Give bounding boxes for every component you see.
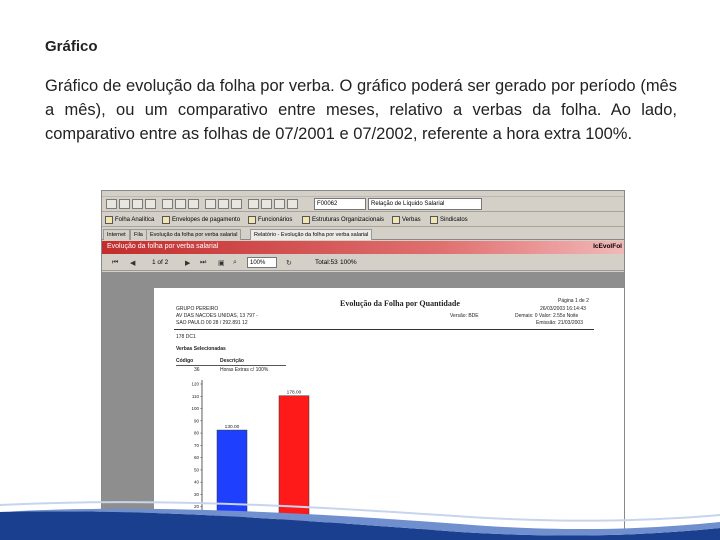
module-label: Envelopes de pagamento — [172, 217, 241, 223]
report-title: Evolução da Folha por Quantidade — [340, 299, 460, 308]
module-label: Estruturas Organizacionais — [312, 217, 385, 223]
envelope-icon — [162, 216, 170, 224]
page-label: Página 1 de 2 — [558, 298, 589, 304]
tab-fila[interactable]: Fila — [130, 229, 147, 240]
first-page-icon[interactable]: ⏮ — [112, 259, 119, 266]
grid-icon[interactable] — [248, 199, 259, 209]
zoom-select[interactable]: 100% — [247, 257, 277, 268]
module-verbas[interactable] — [392, 215, 421, 225]
module-estruturas[interactable] — [302, 215, 384, 225]
prev-page-icon[interactable]: ◀ — [130, 260, 136, 267]
search-icon[interactable]: ⌕ — [233, 259, 237, 266]
bar-data-label: 178.00 — [286, 390, 302, 396]
zoom-icon[interactable] — [274, 199, 285, 209]
slide-body: Gráfico de evolução da folha por verba. O gráfico poderá ser gerado por período (mês a mês), ou um comparativo entre meses, relativo a verbas da folha. Ao lado, comparativo entre as folhas de 07/2001 e 07/2002, referente a hora extra 100%. — [45, 77, 677, 143]
module-label: Folha Analítica — [115, 217, 155, 223]
report-navigation-bar — [102, 255, 624, 271]
tab-relatorio[interactable]: Relatório - Evolução da folha por verba salarial — [250, 229, 372, 240]
module-sindicatos[interactable] — [430, 215, 468, 225]
next-page-icon[interactable]: ▶ — [185, 260, 191, 267]
y-tick-label: 60 — [193, 455, 199, 461]
version-info: Versão: BDE — [450, 313, 479, 319]
report-window-titlebar[interactable] — [102, 241, 624, 254]
y-tick-label: 90 — [193, 418, 199, 424]
help-icon[interactable] — [231, 199, 242, 209]
refresh-report-icon[interactable]: ↻ — [286, 260, 292, 267]
module-label: Sindicatos — [440, 217, 468, 223]
column-code: Código — [176, 358, 194, 364]
verba-code: 36 — [194, 367, 200, 373]
slide-title: Gráfico — [45, 38, 98, 55]
y-tick-label: 100 — [191, 406, 199, 412]
filter-icon[interactable] — [218, 199, 229, 209]
y-tick-label: 20 — [193, 504, 199, 510]
y-tick-label: 110 — [191, 393, 199, 399]
y-tick-label: 70 — [193, 442, 199, 448]
window-brand: IcEvolFol — [593, 243, 622, 250]
window-title: Evolução da folha por verba salarial — [107, 243, 219, 250]
paste-icon[interactable] — [188, 199, 199, 209]
load-percent: 100% — [340, 259, 357, 266]
company-code-field[interactable]: F00062 — [314, 198, 366, 210]
company-line: AV DAS NACOES UNIDAS, 13 797 - — [176, 313, 258, 319]
company-name-field[interactable]: Relação de Líquido Salarial — [368, 198, 482, 210]
union-icon — [430, 216, 438, 224]
copy-icon[interactable] — [175, 199, 186, 209]
tab-internet[interactable]: Internet — [103, 229, 130, 240]
print-icon[interactable] — [145, 199, 156, 209]
module-envelopes[interactable] — [162, 215, 240, 225]
section-title: Verbas Selecionadas — [176, 346, 226, 352]
org-chart-icon — [302, 216, 310, 224]
y-tick-label: 40 — [193, 479, 199, 485]
y-tick-label: 80 — [193, 430, 199, 436]
open-icon[interactable] — [119, 199, 130, 209]
main-toolbar — [102, 197, 624, 212]
print-report-icon[interactable]: ▣ — [218, 260, 225, 267]
tab-evolucao[interactable]: Evolução da folha por verba salarial — [146, 229, 241, 240]
save-icon[interactable] — [132, 199, 143, 209]
people-icon — [248, 216, 256, 224]
cut-icon[interactable] — [162, 199, 173, 209]
refresh-icon[interactable] — [261, 199, 272, 209]
report-info: Emissão: 21/03/2003 — [536, 320, 583, 326]
column-description: Descrição — [220, 358, 244, 364]
y-tick-label: 30 — [193, 491, 199, 497]
report-info: Demais: 0 Valor: 2.55s Noite — [515, 313, 579, 319]
money-icon — [392, 216, 400, 224]
verba-description: Horas Extras c/ 100% — [220, 367, 269, 373]
module-folha-analitica[interactable] — [105, 215, 154, 225]
company-line: GRUPO PEREIRO — [176, 306, 219, 312]
last-page-icon[interactable]: ⏭ — [200, 259, 207, 266]
bar-data-label: 130.00 — [224, 425, 240, 431]
module-toolbar — [102, 213, 624, 227]
y-tick-label: 120 — [191, 381, 199, 387]
company-line: SAO PAULO 00 28 / 292.891 12 — [176, 320, 248, 326]
tab-bar — [102, 228, 624, 240]
page-indicator: 1 of 2 — [152, 259, 169, 266]
new-icon[interactable] — [106, 199, 117, 209]
decorative-swoosh — [0, 450, 720, 540]
report-info: 26/03/2003 16:14:43 — [540, 306, 586, 312]
report-icon — [105, 216, 113, 224]
period-reference: 178 DC1 — [176, 334, 196, 340]
record-total: Total:53 — [315, 259, 338, 266]
module-funcionarios[interactable] — [248, 215, 292, 225]
module-label: Verbas — [402, 217, 421, 223]
find-icon[interactable] — [205, 199, 216, 209]
y-tick-label: 50 — [193, 467, 199, 473]
module-label: Funcionários — [258, 217, 293, 223]
exit-icon[interactable] — [287, 199, 298, 209]
